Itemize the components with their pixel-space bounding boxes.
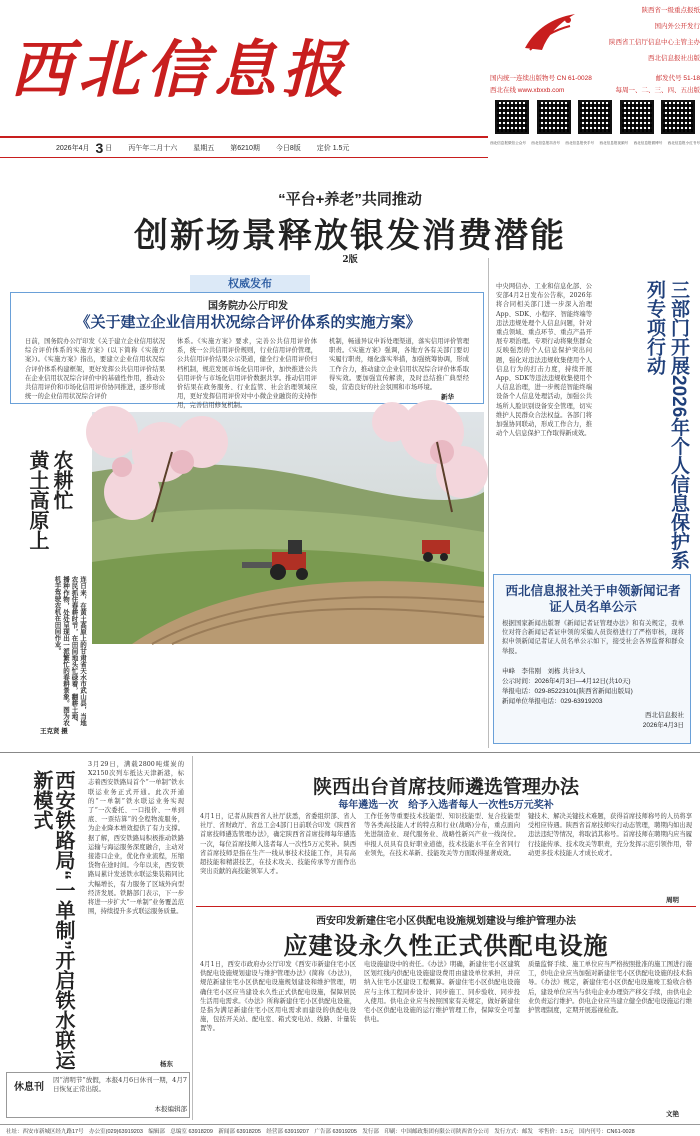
fund-col2: 电设施建设中的责任。《办法》明确，新建住宅小区建筑区划红线内供配电设施建设费用由建设单位承担，并应纳入住宅小区建设工程概算。新建住宅小区供配电设施应与主体工程同步设计、同步施工、同步验收、同步投入使用。供电企业应当按照国家有关规定，做好新建住宅小区供配电设施的运行维护管理工作，保障安全可靠供电。 (364, 961, 520, 1024)
date-day: 3 (95, 139, 104, 156)
qr-caption: 西北信息报微信公众号 (490, 141, 526, 145)
fund-story-title[interactable]: 应建设永久性正式供配电设施 (283, 931, 609, 960)
authority-box (10, 292, 484, 410)
labor-story-title[interactable]: 陕西出台首席技师遴选管理办法 (312, 777, 579, 798)
qr-code-icon[interactable] (661, 100, 695, 134)
postal-code: 邮发代号 51-18 (655, 75, 700, 82)
notice-phone1: 举报电话：029-85223101(陕西省新闻出版局) (502, 688, 633, 695)
notice-title[interactable]: 西北信息报社关于申领新闻记者证人员名单公示 (505, 584, 681, 614)
price: 定价 1.5元 (316, 144, 350, 152)
right-story-title[interactable]: 三部门开展2026年个人信息保护系列专项行动 (644, 280, 689, 570)
notice-body: 根据国家新闻出版署《新闻记者证管理办法》和有关规定，我单位对符合新闻记者证申领的采编人员资格进行了严格审核，现将拟申领新闻记者证人员名单公示如下，接受社会各界监督和群众举报。 (502, 620, 684, 655)
story-rule (196, 906, 696, 907)
qr-code-icon[interactable] (578, 100, 612, 134)
publisher-line2: 国内外公开发行 (654, 23, 700, 30)
section-rule (0, 752, 700, 753)
publisher-line1: 陕西省一级重点报纸 (641, 7, 700, 14)
lunar-date: 丙午年二月十六 (128, 144, 178, 152)
notice-sign-date: 2026年4月3日 (642, 722, 684, 729)
authority-col1: 日前，国务院办公厅印发《关于建立企业信用状况综合评价体系的实施方案》(以下简称《实施方案》)。《实施方案》指出，要建立企业信用状况综合评价体系构建框架，更好发挥公共信用评价结果在企业信用状况综合评价中的基础性作用，推动公共信用评价和市场化信用评价协同推进，逐步形成统一的企业信用状况综合评价 (25, 338, 165, 401)
date-day-unit: 日 (105, 144, 113, 152)
photo-story-title-b: 黄土高原上 (26, 450, 48, 550)
qr-code-icon[interactable] (537, 100, 571, 134)
authority-byline: 新华 (441, 394, 454, 401)
notice-phone2: 新闻单位举报电话：029-63919203 (502, 698, 603, 705)
rail-story-title[interactable]: 西安铁路局“一单制”开启铁水联运新模式 (30, 770, 74, 1070)
holiday-box (6, 1072, 190, 1118)
notice-box (493, 574, 691, 744)
rail-story-byline: 杨东 (160, 1061, 173, 1068)
photo-story-title-a: 农耕忙 (50, 450, 72, 510)
fund-story-kicker: 西安印发新建住宅小区供配电设施规划建设与维护管理办法 (316, 916, 576, 927)
photo-author: 王克贤 摄 (40, 728, 68, 735)
labor-story-subtitle: 每年遴选一次 给予入选者每人一次性5万元奖补 (338, 800, 554, 811)
notice-names: 申峰 李伟刚 刘栋 共计3人 (502, 668, 586, 675)
labor-col2: 工作任务等重要技术技能型、知识技能型、复合技能型等各类高技能人才的特点和行业(战略)分布，重点面向先进制造业、现代服务业、战略性新兴产业一线岗位。申报人员具有良好职业道德，技术技能水平在全省同行业领先，在技术革新、技能攻关等方面取得显著成效。 (364, 813, 520, 857)
weekday: 星期五 (193, 144, 215, 152)
cn-number: 国内统一连续出版物号 CN 61-0028 (490, 75, 592, 82)
qr-caption: 西北信息报小红书号 (667, 141, 700, 145)
lead-headline[interactable]: 创新场景释放银发消费潜能 (134, 217, 566, 255)
photo-caption: 连日来，在黄土高原上的甘肃省天水市武山县，当地农民抓住春耕时节，在田间地头忙碌着，翻耕土地、播种作物，处处呈现出一派繁忙的春耕景象。图为农机手驾驶农机在田间作业。 (53, 576, 86, 726)
column-rule (192, 756, 193, 1120)
qr-code-icon[interactable] (495, 100, 529, 134)
publish-days: 每周一、二、三、四、五出版 (615, 87, 700, 94)
labor-byline: 周明 (666, 897, 679, 904)
issue-number: 第6210期 (230, 144, 260, 152)
qr-strip (495, 100, 695, 138)
authority-tag: 权威发布 (190, 275, 310, 293)
right-story-body: 中央网信办、工业和信息化部、公安部4月2日发布公告称，2026年将合同相关部门进一步深入治理App、SDK、小程序、智能终端等违法违规处理个人信息问题，针对重点领域、重点环节、重点产品开展专项治理。专项行动将聚焦群众反映强烈的个人信息保护突出问题，强化对违法违规收集使用个人信息行为的打击力度，持续开展App、SDK等违法违规收集使用个人信息治理，进一步规范智能终端设备个人信息处理活动，加强公共场所人脸识别设备安全管理，切实维护人民群众合法权益。各部门将加强协同联动，形成工作合力，推动个人信息保护工作取得新成效。 (496, 283, 592, 438)
labor-col1: 4月1日，记者从陕西省人社厅获悉，省委组织部、省人社厅、省财政厅、省总工会4部门日前联合印发《陕西省首席技师遴选管理办法》，确定陕西省首席技师每年遴选一次，每位首席技师入选者每人一次性5万元奖补。陕西省首席技师是指在生产一线从事技术技能工作，具有高超技能和精湛技艺，在技术攻关、技能传承等方面作出突出贡献的高技能领军人才。 (200, 813, 356, 876)
fund-byline: 文艳 (666, 1111, 679, 1118)
farm-photo (92, 412, 484, 644)
holiday-sign: 本报编辑部 (154, 1106, 187, 1113)
notice-period: 公示时间：2026年4月3日—4月12日(共10天) (502, 678, 631, 685)
qr-code-icon[interactable] (620, 100, 654, 134)
column-rule (488, 258, 489, 748)
authority-title[interactable]: 《关于建立企业信用状况综合评价体系的实施方案》 (75, 314, 421, 331)
qr-caption: 西北信息报抖音号 (531, 141, 561, 145)
authority-source: 国务院办公厅印发 (208, 301, 288, 312)
qr-caption: 西北信息报微博号 (633, 141, 663, 145)
newspaper-title: 西北信息报 (10, 33, 351, 106)
qr-caption: 西北信息报快手号 (565, 141, 595, 145)
footer: 社址：西安市新城区经九路17号 办公室(029)63919203 编辑部 总编室 63918209 新闻部 63918205 经营部 63919207 广告部 63919205 发行部 印刷：中国邮政集团有限公司陕西省分公司 发行方式：邮发 零售价：1.5元 国内刊号：CN61-0028 (0, 1124, 700, 1136)
authority-col3: 机制，畅通异议申诉处理渠道，落实信用评价管理职责。《实施方案》强调，各地方各有关部门要切实履行职责，细化落实举措，加强统筹协调，形成工作合力，推动建立企业信用状况综合评价体系取得实效。要加强宣传解读，及时总结推广典型经验，营造良好的社会氛围和市场环境。 (329, 338, 469, 392)
page-count: 今日8版 (275, 144, 301, 152)
qr-captions (490, 141, 700, 146)
fund-col1: 4月1日，西安市政府办公厅印发《西安市新建住宅小区供配电设施规划建设与维护管理办法》(简称《办法》)，规范新建住宅小区供配电设施规划建设和维护管理，明确住宅小区应当建设永久性正式供配电设施，保障居民生活用电需求。《办法》所称新建住宅小区供配电设施，是指为满足新建住宅小区用电需求而建设的供配电设施，包括开关站、配电室、箱式变电站、线路、计量装置等。 (200, 961, 356, 1033)
date-month: 2026年4月 (56, 144, 90, 152)
publisher-line4: 西北信息报社出版 (648, 55, 700, 62)
dateline (0, 136, 488, 158)
website[interactable]: 西北在线 www.xbxxb.com (490, 87, 565, 94)
lead-kicker: “平台+养老”共同推动 (278, 191, 422, 208)
publisher-line3: 陕西省工信厅信息中心主管主办 (609, 39, 700, 46)
holiday-text: 因“清明节”放假，本报4月6日休刊一期，4月7日恢复正常出版。 (53, 1076, 187, 1093)
rail-story-body: 3月29日，满载2800吨煤炭的X2150次列车抵达天津新港，标志着西安铁路局首个“一单制”铁水联运业务正式开通。此次开通的“一单制”铁水联运业务实现了“一次委托、一口报价、一单到底、一票结算”的全程物流服务，为企业降本增效提供了有力支撑。据了解，西安铁路局积极推动铁路运输与海运服务深度融合，主动对接港口企业，优化作业流程，压缩货物在途时间。今年以来，西安铁路局累计发送铁水联运集装箱同比大幅增长，有力服务了区域外向型经济发展。铁路部门表示，下一步将进一步扩大“一单制”业务覆盖范围，持续提升多式联运服务质量。 (88, 761, 184, 916)
qr-caption: 西北信息报视频号 (599, 141, 629, 145)
holiday-label: 休息刊 (14, 1082, 44, 1093)
masthead (10, 20, 480, 120)
lead-edition[interactable]: 2版 (342, 255, 358, 265)
fund-col3: 质量监督手续、施工单位应当严格按照批准的施工图进行施工，供电企业应当加强对新建住宅小区供配电设施的技术指导。《办法》规定，新建住宅小区供配电设施竣工验收合格后，建设单位应当与供电企业办理资产移交手续，由供电企业负责运行维护。供电企业应当建立健全供配电设施运行维护管理制度，定期开展巡视检查。 (528, 961, 692, 1015)
notice-sign: 西北信息报社 (645, 712, 684, 719)
labor-col3: 键技术、解决关键技术难题，获得首席技师称号的人员将享受相应待遇。陕西省首席技师实行动态管理，聘期内如出现违法违纪等情况，将取消其称号。首席技师在聘期内应当履行技能传承、技术攻关等职责，充分发挥示范引领作用，带动更多技术技能人才成长成才。 (528, 813, 692, 857)
authority-col2: 体系。《实施方案》要求，完善公共信用评价体系，统一公共信用评价规则，行业信用评价管理，公共信用评价结果公示渠道，健全行业信用评价归档机制，规范发展市场化信用评价，加快推进公共信用评价与市场化信用评价数据共享。推动信用评价结果在政务服务、行业监管、社会治理领域应用，更好发挥信用评价对中小微企业融资的支持作用，完善信用修复机制。 (177, 338, 317, 410)
